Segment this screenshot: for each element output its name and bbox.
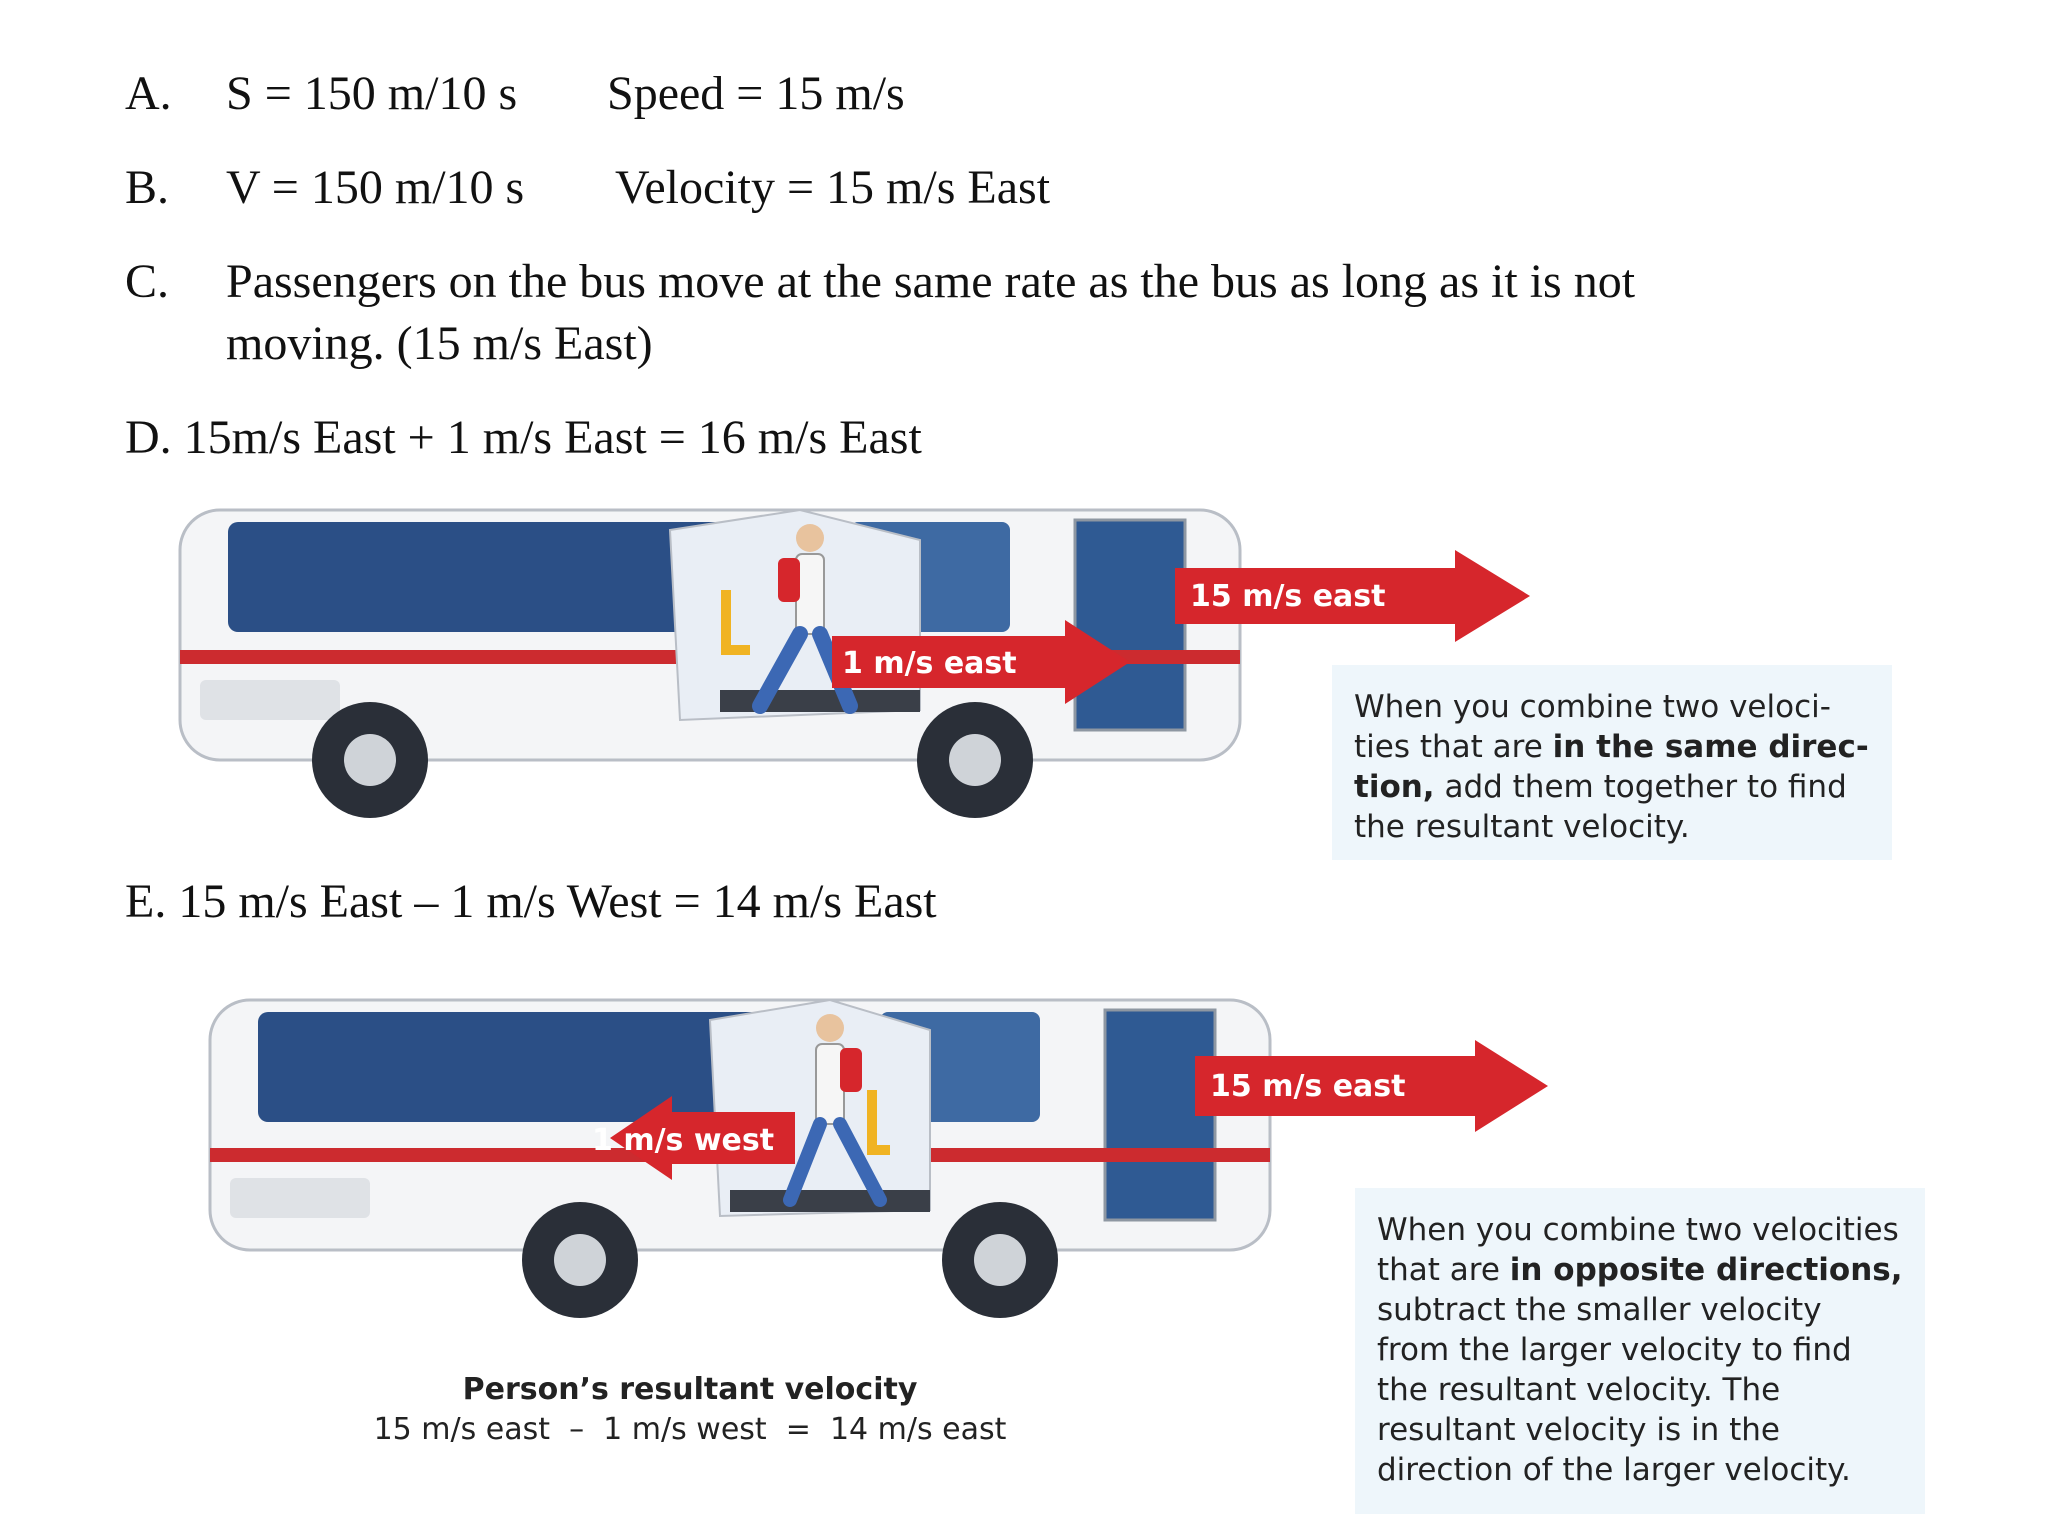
arrow-bus-velocity-label: 15 m/s east bbox=[1190, 579, 1386, 614]
callout-1-text-pre: When you combine two veloci-ties that are bbox=[1354, 689, 1831, 765]
callout-2-text-pre: When you combine two velocities that are bbox=[1377, 1212, 1899, 1288]
line-c-text-2: moving. (15 m/s East) bbox=[226, 317, 653, 370]
line-c-letter: C. bbox=[125, 255, 170, 308]
arrow-person-velocity-2-label: 1 m/s west bbox=[592, 1123, 775, 1158]
caption-title: Person’s resultant velocity bbox=[462, 1372, 918, 1407]
line-a-formula: S = 150 m/10 s bbox=[226, 67, 518, 120]
callout-same-direction bbox=[1332, 665, 1892, 860]
line-a-result: Speed = 15 m/s bbox=[607, 67, 905, 120]
line-d: D. 15m/s East + 1 m/s East = 16 m/s East bbox=[125, 411, 922, 464]
line-a-letter: A. bbox=[125, 67, 172, 120]
callout-opposite-direction bbox=[1355, 1188, 1925, 1514]
line-b-letter: B. bbox=[125, 161, 170, 214]
callout-1-text-bold: in the same direc-tion, bbox=[1354, 729, 1869, 805]
callout-2-text-bold: in opposite directions, bbox=[1509, 1252, 1903, 1288]
callout-1-text-post: add them together to find the resultant velocity. bbox=[1354, 769, 1847, 845]
caption-equation: 15 m/s east – 1 m/s west = 14 m/s east bbox=[373, 1412, 1007, 1447]
line-e: E. 15 m/s East – 1 m/s West = 14 m/s East bbox=[125, 875, 937, 928]
arrow-person-velocity-label: 1 m/s east bbox=[842, 646, 1017, 681]
resultant-velocity-caption bbox=[340, 1370, 1040, 1450]
arrow-bus-velocity-2-label: 15 m/s east bbox=[1210, 1069, 1406, 1104]
callout-2-text-post: subtract the smaller velocity from the larger velocity to find the resultant velocity. The resultant velocity is in the direction of the larger velocity. bbox=[1377, 1292, 1852, 1488]
line-b-result: Velocity = 15 m/s East bbox=[615, 161, 1051, 214]
line-c-text-1: Passengers on the bus move at the same rate as the bus as long as it is not bbox=[226, 255, 1636, 308]
line-b-formula: V = 150 m/10 s bbox=[226, 161, 525, 214]
